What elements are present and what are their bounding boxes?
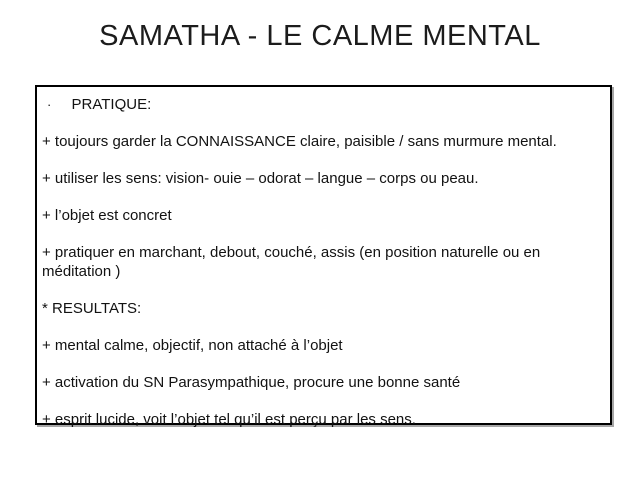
bullet-item-esprit-lucide: + esprit lucide, voit l’objet tel qu’il est perçu par les sens. [42,411,416,428]
bullet-item-parasympathique: + activation du SN Parasympathique, procure une bonne santé [42,374,461,391]
bullet-item-mental-calme: + mental calme, objectif, non attaché à l’objet [42,337,343,354]
slide-title: SAMATHA - LE CALME MENTAL [99,20,541,52]
content-box [35,85,612,428]
heading-pratique [42,95,600,114]
bullet-item-pratiquer: + pratiquer en marchant, debout, couché, assis (en position naturelle ou en méditation ) [42,244,541,280]
bullet-item-objet-concret: + l’objet est concret [42,207,172,224]
heading-pratique-label: PRATIQUE: [71,96,152,113]
bullet-item-connaissance: + toujours garder la CONNAISSANCE claire, paisible / sans murmure mental. [42,133,557,150]
bullet-item-sens: + utiliser les sens: vision- ouie – odorat – langue – corps ou peau. [42,170,479,187]
heading-resultats: * RESULTATS: [42,300,142,317]
bullet-glyph: · [47,97,52,112]
